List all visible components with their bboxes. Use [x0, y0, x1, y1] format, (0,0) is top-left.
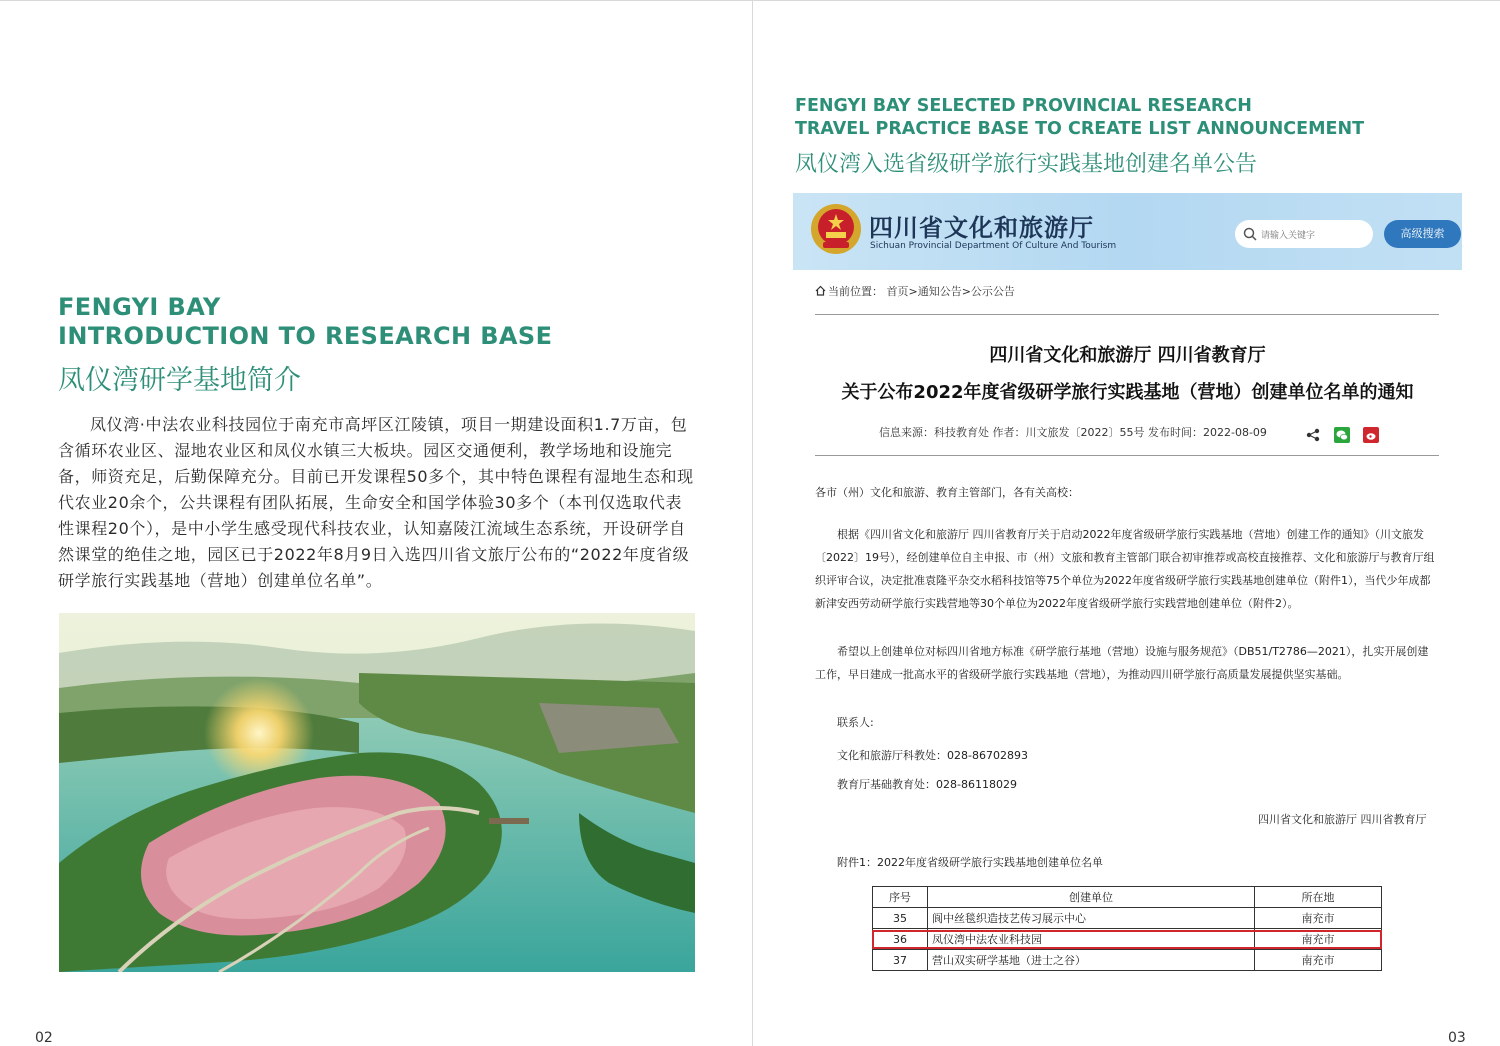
home-icon: [815, 285, 826, 296]
right-title-cn: 凤仪湾入选省级研学旅行实践基地创建名单公告: [795, 152, 1258, 177]
notice-greeting: 各市（州）文化和旅游、教育主管部门，各有关高校：: [815, 486, 1079, 499]
table-cell: 35: [873, 908, 928, 929]
right-title-en: [795, 95, 1364, 141]
table-row: [873, 908, 1382, 929]
right-title-en-line-1: FENGYI BAY SELECTED PROVINCIAL RESEARCH: [795, 96, 1252, 116]
attachment-table: [872, 886, 1382, 971]
page-top-rule: [753, 0, 1500, 1]
notice-title-line-1: 四川省文化和旅游厅 四川省教育厅: [989, 345, 1266, 366]
table-cell: 阆中丝毯织造技艺传习展示中心: [928, 908, 1255, 929]
landscape-illustration: [59, 613, 695, 972]
advanced-search-button[interactable]: 高级搜索: [1384, 220, 1461, 248]
table-header-row: [873, 887, 1382, 908]
notice-paragraph-2: 希望以上创建单位对标四川省地方标准《研学旅行基地（营地）设施与服务规范》（DB51/T2786—2021），扎实开展创建工作，早日建成一批高水平的省级研学旅行实践基地（营地），为推动四川研学旅行高质量发展提供坚实基础。: [815, 645, 1429, 681]
left-title-cn: 凤仪湾研学基地简介: [58, 365, 301, 396]
table-header: 创建单位: [928, 887, 1255, 908]
national-emblem-icon: [809, 202, 863, 256]
site-header-banner: [793, 193, 1462, 270]
share-icons: [1305, 424, 1387, 443]
intro-paragraph: 凤仪湾·中法农业科技园位于南充市高坪区江陵镇，项目一期建设面积1.7万亩，包含循环农业区、湿地农业区和凤仪水镇三大板块。园区交通便利，教学场地和设施完备，师资充足，后勤保障充分。目前已开发课程50多个，其中特色课程有湿地生态和现代农业20余个，公共课程有团队拓展，生命安全和国学体验30多个（本刊仅选取代表性课程20个），是中小学生感受现代科技农业，认知嘉陵江流域生态系统，开设研学自然课堂的绝佳之地，园区已于2022年8月9日入选四川省文旅厅公布的“2022年度省级研学旅行实践基地（营地）创建单位名单”。: [58, 415, 694, 590]
website-screenshot: [793, 193, 1462, 1028]
table-cell: 36: [873, 929, 928, 950]
page-top-rule: [0, 0, 752, 1]
table-cell: 南充市: [1255, 950, 1382, 971]
contact-label: 联系人:: [837, 716, 874, 729]
table-row: [873, 950, 1382, 971]
share-icon[interactable]: [1305, 427, 1321, 443]
divider: [815, 455, 1439, 456]
attachment-title: 附件1：2022年度省级研学旅行实践基地创建单位名单: [837, 856, 1103, 869]
notice-paragraph-1: 根据《四川省文化和旅游厅 四川省教育厅关于启动2022年度省级研学旅行实践基地（营地）创建工作的通知》（川文旅发〔2022〕19号），经创建单位自主申报、市（州）文旅和教育主管部门联合初审推荐或高校直接推荐、文化和旅游厅与教育厅组织评审合议，决定批准袁隆平杂交水稻科技馆等75个单位为2022年度省级研学旅行实践基地创建单位（附件1），当代少年成都新津安西劳动研学旅行实践营地等30个单位为2022年度省级研学旅行实践营地创建单位（附件2）。: [815, 528, 1435, 610]
page-number-right: 03: [1448, 1030, 1466, 1046]
weibo-icon[interactable]: [1363, 427, 1379, 443]
table-cell: 37: [873, 950, 928, 971]
aerial-landscape-photo: [59, 613, 695, 972]
right-page: [753, 0, 1500, 1046]
search-icon: [1243, 227, 1257, 241]
right-title-en-line-2: TRAVEL PRACTICE BASE TO CREATE LIST ANNOUNCEMENT: [795, 119, 1365, 139]
table-header: 序号: [873, 887, 928, 908]
contact-2: 教育厅基础教育处：028-86118029: [837, 778, 1017, 791]
notice-title-line-2: 关于公布2022年度省级研学旅行实践基地（营地）创建单位名单的通知: [841, 382, 1414, 403]
table-cell: 营山双实研学基地（进士之谷）: [928, 950, 1255, 971]
highlight-box: [872, 930, 1382, 949]
search-input[interactable]: [1235, 220, 1373, 248]
table-cell: 凤仪湾中法农业科技园: [928, 929, 1255, 950]
table-cell: 南充市: [1255, 929, 1382, 950]
divider: [815, 314, 1439, 315]
table-header: 所在地: [1255, 887, 1382, 908]
department-name-cn: 四川省文化和旅游厅: [869, 214, 1094, 242]
left-title-en-line-1: FENGYI BAY: [58, 293, 221, 321]
breadcrumb: [815, 283, 1015, 299]
wechat-icon[interactable]: [1334, 427, 1350, 443]
contact-1: 文化和旅游厅科教处：028-86702893: [837, 749, 1028, 762]
breadcrumb-text: 当前位置： 首页>通知公告>公示公告: [828, 285, 1015, 298]
department-name-en: Sichuan Provincial Department Of Culture And Tourism: [870, 241, 1117, 251]
notice-meta: 信息来源：科技教育处 作者：川文旅发〔2022〕55号 发布时间：2022-08-09: [879, 426, 1267, 439]
left-title-en: [58, 293, 552, 351]
signature: 四川省文化和旅游厅 四川省教育厅: [1258, 813, 1427, 826]
left-title-en-line-2: INTRODUCTION TO RESEARCH BASE: [58, 322, 553, 350]
table-cell: 南充市: [1255, 908, 1382, 929]
search-placeholder: 请输入关键字: [1261, 231, 1316, 241]
page-number-left: 02: [35, 1030, 53, 1046]
